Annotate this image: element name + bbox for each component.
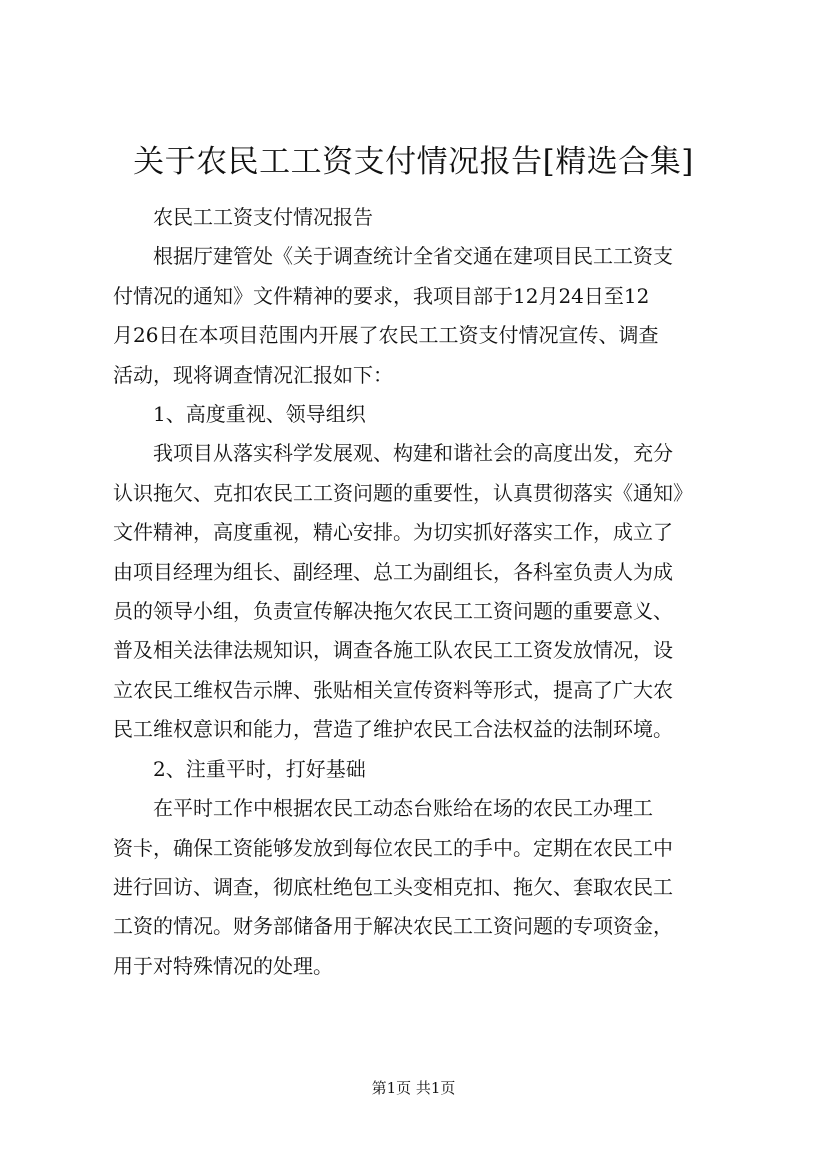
paragraph-line: 用于对特殊情况的处理。 xyxy=(113,953,333,978)
paragraph-line: 付情况的通知》文件精神的要求，我项目部于12月24日至12 xyxy=(113,283,650,308)
paragraph-line: 资卡，确保工资能够发放到每位农民工的手中。定期在农民工中 xyxy=(113,835,673,860)
paragraph-line: 民工维权意识和能力，营造了维护农民工合法权益的法制环境。 xyxy=(113,717,673,742)
paragraph-line: 认识拖欠、克扣农民工工资问题的重要性，认真贯彻落实《通知》 xyxy=(113,480,693,505)
paragraph-line: 我项目从落实科学发展观、构建和谐社会的高度出发，充分 xyxy=(153,441,673,466)
paragraph-line: 由项目经理为组长、副经理、总工为副组长，各科室负责人为成 xyxy=(113,559,673,584)
paragraph-line: 月26日在本项目范围内开展了农民工工资支付情况宣传、调查 xyxy=(113,323,659,348)
paragraph-line: 在平时工作中根据农民工动态台账给在场的农民工办理工 xyxy=(153,796,653,821)
paragraph-2 xyxy=(113,434,741,749)
section-heading-1: 1、高度重视、领导组织 xyxy=(153,402,366,427)
page-footer: 第1页 共1页 xyxy=(371,1079,456,1097)
paragraph-1 xyxy=(113,237,741,395)
paragraph-line: 立农民工维权告示牌、张贴相关宣传资料等形式，提高了广大农 xyxy=(113,677,673,702)
section-heading-2: 2、注重平时，打好基础 xyxy=(153,756,366,781)
paragraph-line: 员的领导小组，负责宣传解决拖欠农民工工资问题的重要意义、 xyxy=(113,599,673,624)
paragraph-3 xyxy=(113,789,741,986)
paragraph-line: 工资的情况。财务部储备用于解决农民工工资问题的专项资金， xyxy=(113,914,673,939)
paragraph-line: 根据厅建管处《关于调查统计全省交通在建项目民工工资支 xyxy=(153,244,673,269)
paragraph-line: 进行回访、调查，彻底杜绝包工头变相克扣、拖欠、套取农民工 xyxy=(113,874,673,899)
document-title: 关于农民工工资支付情况报告[精选合集] xyxy=(133,144,694,180)
paragraph-line: 活动，现将调查情况汇报如下： xyxy=(113,362,393,387)
paragraph-line: 普及相关法律法规知识，调查各施工队农民工工资发放情况，设 xyxy=(113,638,673,663)
document-body xyxy=(113,198,741,986)
document-subtitle: 农民工工资支付情况报告 xyxy=(153,205,373,229)
paragraph-line: 文件精神，高度重视，精心安排。为切实抓好落实工作，成立了 xyxy=(113,520,673,545)
